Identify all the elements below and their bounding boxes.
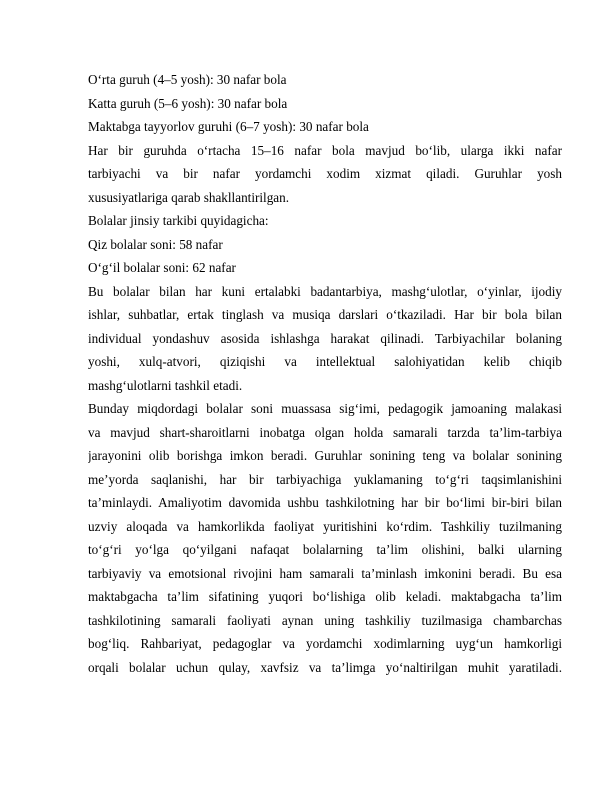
text-line: orqali bolalar uchun qulay, xavfsiz va ta’limga yo‘naltirilgan muhit yaratiladi. <box>88 659 562 675</box>
text-line: yoshi, xulq-atvori, qiziqishi va intellektual salohiyatidan kelib chiqib <box>88 354 562 369</box>
text-line: bog‘liq. Rahbariyat, pedagoglar va yordamchi xodimlarning uyg‘un hamkorligi <box>88 636 562 651</box>
text-line: Bu bolalar bilan har kuni ertalabki badantarbiya, mashg‘ulotlar, o‘yinlar, ijodiy <box>88 283 562 299</box>
text-line: Maktabga tayyorlov guruhi (6–7 yosh): 30 nafar bola <box>88 119 369 134</box>
text-line: me’yorda saqlanishi, har bir tarbiyachiga yuklamaning to‘g‘ri taqsimlanishini <box>88 471 562 487</box>
text-line: xususiyatlariga qarab shakllantirilgan. <box>88 189 290 205</box>
text-line: to‘g‘ri yo‘lga qo‘yilgani nafaqat bolalarning ta’lim olishini, balki ularning <box>88 542 562 557</box>
text-line: Bunday miqdordagi bolalar soni muassasa sig‘imi, pedagogik jamoaning malakasi <box>88 401 562 416</box>
text-line: mashg‘ulotlarni tashkil etadi. <box>88 377 243 393</box>
text-line: tarbiyaviy va emotsional rivojini ham samarali ta’minlash imkonini beradi. Bu esa <box>88 565 562 581</box>
text-line: ishlar, suhbatlar, ertak tinglash va musiqa darslari o‘tkaziladi. Har bir bola bilan <box>88 307 562 322</box>
text-line: tarbiyachi va bir nafar yordamchi xodim xizmat qiladi. Guruhlar yosh <box>88 166 562 181</box>
text-line: jarayonini olib borishga imkon beradi. Guruhlar sonining teng va bolalar sonining <box>88 448 562 463</box>
text-line: tashkilotining samarali faoliyati aynan uning tashkiliy tuzilmasiga chambarchas <box>88 612 562 628</box>
text-line: O‘rta guruh (4–5 yosh): 30 nafar bola <box>88 72 287 87</box>
document-page <box>88 68 562 679</box>
text-line: Har bir guruhda o‘rtacha 15–16 nafar bola mavjud bo‘lib, ularga ikki nafar <box>88 142 562 158</box>
text-line: uzviy aloqada va hamkorlikda faoliyat yuritishini ko‘rdim. Tashkiliy tuzilmaning <box>88 518 562 534</box>
text-line: Katta guruh (5–6 yosh): 30 nafar bola <box>88 95 288 111</box>
text-line: individual yondashuv asosida ishlashga harakat qilinadi. Tarbiyachilar bolaning <box>88 330 562 346</box>
text-line: Qiz bolalar soni: 58 nafar <box>88 236 223 252</box>
text-line: va mavjud shart-sharoitlarni inobatga olgan holda samarali tarzda ta’lim-tarbiya <box>88 424 562 440</box>
text-line: Bolalar jinsiy tarkibi quyidagicha: <box>88 213 269 228</box>
text-line: O‘g‘il bolalar soni: 62 nafar <box>88 260 236 275</box>
text-line: maktabgacha ta’lim sifatining yuqori bo‘lishiga olib keladi. maktabgacha ta’lim <box>88 589 562 604</box>
text-line: ta’minlaydi. Amaliyotim davomida ushbu tashkilotning har bir bo‘limi bir-biri bilan <box>88 495 562 510</box>
